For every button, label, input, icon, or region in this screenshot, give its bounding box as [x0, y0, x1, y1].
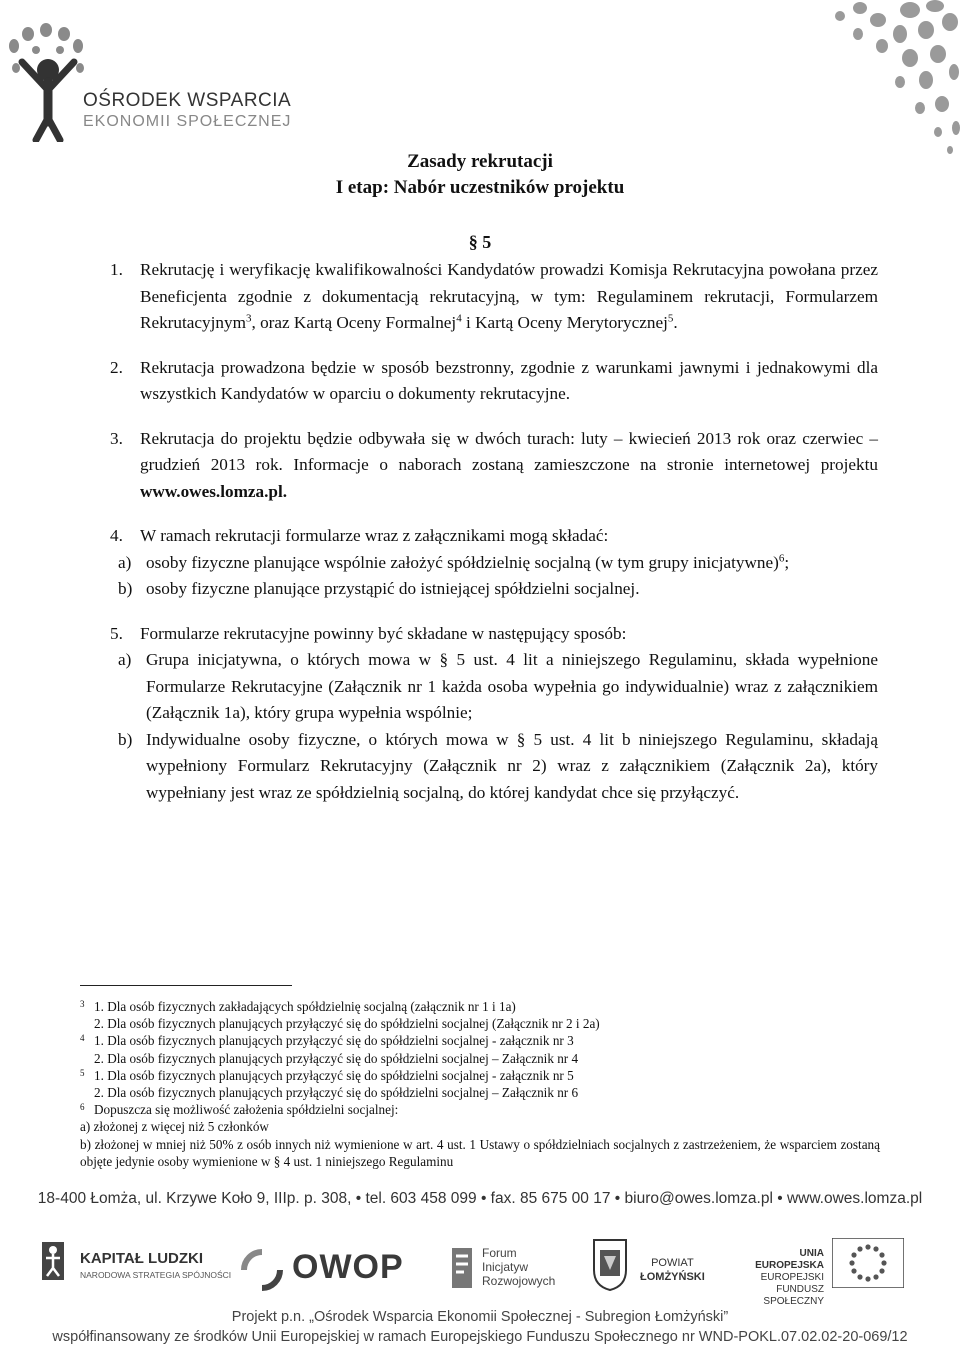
footnote-mark: 3 [80, 999, 85, 1009]
sub-item [110, 576, 878, 603]
item-text: Rekrutację i weryfikację kwalifikowalności Kandydatów prowadzi Komisja Rekrutacyjna powołana przez Beneficjenta zgodnie z dokumentacją rekrutacyjną, w tym: Regulaminem rekrutacji, Formularzem Rekrutacyjnym [140, 260, 878, 332]
footnote-text: b) złożonej w mniej niż 50% z osób innych niż wymienione w art. 4 ust. 1 Ustawy o spółdzielniach socjalnych z zastrzeżeniem, że wsparciem zostaną objęte jedynie osoby wymienione w § 4 ust. 1 niniejszego Regulaminu [80, 1136, 880, 1169]
eu-flag-icon [832, 1238, 904, 1293]
footnote-ref[interactable]: 5 [667, 312, 674, 325]
contact-bar: 18-400 Łomża, ul. Krzywe Koło 9, IIIp. p. 308, • tel. 603 458 099 • fax. 85 675 00 17 • biuro@owes.lomza.pl • www.owes.lomza.pl [37, 1190, 923, 1207]
sub-item-label: a) [118, 650, 132, 669]
ue-line: FUNDUSZ SPOŁECZNY [763, 1284, 824, 1307]
fir-line: Forum [482, 1246, 517, 1260]
footnote-text: 2. Dla osób fizycznych planujących przyłączyć się do spółdzielni socjalnej (Załącznik nr 2 i 2a) [94, 1016, 600, 1032]
powiat-crest-icon [590, 1236, 630, 1297]
footnote [80, 998, 880, 1015]
kl-subtitle: NARODOWA STRATEGIA SPÓJNOŚCI [80, 1270, 232, 1280]
footnote [80, 1067, 880, 1084]
footnote-ref[interactable]: 6 [778, 551, 785, 564]
sub-item-label: a) [118, 552, 132, 572]
powiat-logo [640, 1256, 705, 1284]
list-item [110, 621, 878, 807]
logo-line1: OŚRODEK WSPARCIA [83, 90, 292, 111]
sub-item-text: Indywidualne osoby fizyczne, o których mowa w § 5 ust. 4 lit b niniejszego Regulaminu, składają wypełniony Formularz Rekrutacyjny (Załącznik nr 2) wraz z załącznikiem (Załącznik 2a), który wypełniany jest wraz ze spółdzielnią socjalną, do której kandydat chce się przyłączyć. [146, 729, 878, 802]
logo-figure-icon [8, 22, 88, 142]
cofinancing-line: współfinansowany ze środków Unii Europejskiej w ramach Europejskiego Funduszu Społecznego nr WND-POKL.07.02.02-20-069/12 [52, 1329, 908, 1345]
footnote-mark: 5 [80, 1067, 85, 1078]
footnote [80, 1084, 880, 1101]
footnote-text: 2. Dla osób fizycznych planujących przyłączyć się do spółdzielni socjalnej – Załącznik nr 4 [94, 1050, 579, 1066]
document-body [110, 257, 878, 824]
owop-logo: OWOP [292, 1248, 404, 1286]
page-title: Zasady rekrutacji [407, 151, 553, 172]
footnote [80, 1136, 880, 1170]
ue-logo [740, 1248, 824, 1308]
logo-line2: EKONOMII SPOŁECZNEJ [83, 113, 292, 130]
footnote-text: 2. Dla osób fizycznych planujących przyłączyć się do spółdzielni socjalnej – Załącznik nr 6 [94, 1085, 579, 1101]
list-item [110, 355, 878, 408]
item-number: 5. [110, 623, 123, 643]
sub-item-text: Grupa inicjatywna, o których mowa w § 5 ust. 4 lit a niniejszego Regulaminu, składa wypełnione Formularze Rekrutacyjne (Załącznik nr 1 każda osoba wypełnia go indywidualnie) wraz z załącznikiem (Załącznik 1a), który grupa wypełnia wspólnie; [146, 650, 878, 722]
kl-title: KAPITAŁ LUDZKI [80, 1250, 204, 1267]
project-line: Projekt p.n. „Ośrodek Wsparcia Ekonomii Społecznej - Subregion Łomżyński” [231, 1309, 729, 1325]
item-text: . [673, 313, 678, 332]
sub-item [110, 647, 878, 727]
footnote-text: 1. Dla osób fizycznych zakładających spółdzielnię socjalną (załącznik nr 1 i 1a) [94, 999, 516, 1014]
kapital-ludzki-icon [38, 1236, 68, 1286]
footnote-mark: 4 [80, 1033, 85, 1044]
fir-line: Inicjatyw [482, 1260, 529, 1274]
sub-item [110, 727, 878, 807]
website-link[interactable]: www.owes.lomza.pl. [140, 481, 288, 501]
powiat-line: ŁOMŻYŃSKI [640, 1271, 705, 1283]
list-item [110, 426, 878, 506]
fir-logo [482, 1246, 555, 1288]
footnote [80, 1032, 880, 1049]
item-number: 2. [110, 357, 123, 377]
sub-item-label: b) [118, 579, 133, 598]
item-number: 4. [110, 526, 123, 545]
item-text: W ramach rekrutacji formularze wraz z załącznikami mogą składać: [140, 526, 609, 545]
item-text: Formularze rekrutacyjne powinny być składane w następujący sposób: [140, 623, 627, 643]
item-number: 3. [110, 428, 123, 448]
powiat-line: POWIAT [651, 1257, 694, 1269]
footnote-text: Dopuszcza się możliwość założenia spółdzielni socjalnej: [94, 1102, 399, 1118]
kapital-ludzki-logo [38, 1236, 68, 1291]
sub-item-text: osoby fizyczne planujące wspólnie założyć spółdzielnię socjalną (w tym grupy inicjatywne) [146, 552, 779, 572]
footnote [80, 1118, 880, 1135]
sub-item [110, 550, 878, 577]
footnote-divider [80, 985, 292, 986]
partner-logos [0, 1230, 960, 1307]
footnote-ref[interactable]: 4 [456, 312, 462, 325]
item-number: 1. [110, 260, 123, 279]
item-text: Rekrutacja prowadzona będzie w sposób bezstronny, zgodnie z warunkami jawnymi i jednakowymi dla wszystkich Kandydatów w oparciu o dokumenty rekrutacyjne. [140, 357, 878, 403]
section-heading: § 5 [468, 232, 492, 252]
fir-mark-icon [448, 1246, 476, 1295]
ue-line: UNIA EUROPEJSKA [755, 1248, 824, 1271]
footnote-text: a) złożonej z więcej niż 5 członków [80, 1119, 269, 1135]
decorative-dots-icon [750, 0, 960, 160]
footnote [80, 1015, 880, 1032]
footnotes [80, 998, 880, 1170]
owop-mark-icon [240, 1248, 284, 1297]
sub-item-label: b) [118, 729, 133, 749]
page-subtitle: I etap: Nabór uczestników projektu [335, 177, 625, 198]
item-text: , oraz Kartą Oceny Formalnej [251, 313, 457, 332]
footnote-ref[interactable]: 3 [245, 312, 252, 325]
sub-item-text: osoby fizyczne planujące przystąpić do istniejącej spółdzielni socjalnej. [146, 579, 640, 598]
fir-line: Rozwojowych [482, 1274, 556, 1288]
footnote-text: 1. Dla osób fizycznych planujących przyłączyć się do spółdzielni socjalnej - załącznik nr 3 [94, 1033, 574, 1049]
footnote [80, 1050, 880, 1067]
item-text: Rekrutacja do projektu będzie odbywała się w dwóch turach: luty – kwiecień 2013 rok oraz czerwiec – grudzień 2013 rok. Informacje o naborach zostaną zamieszczone na stronie internetowej projektu [140, 428, 878, 474]
item-text: i Kartą Oceny Merytorycznej [461, 313, 668, 332]
footnote-mark: 6 [80, 1102, 85, 1113]
footnote [80, 1101, 880, 1118]
ue-line: EUROPEJSKI [760, 1272, 824, 1283]
list-item [110, 523, 878, 603]
footnote-text: 1. Dla osób fizycznych planujących przyłączyć się do spółdzielni socjalnej - załącznik nr 5 [94, 1067, 574, 1083]
list-item [110, 257, 878, 337]
sub-item-text: ; [784, 552, 790, 572]
